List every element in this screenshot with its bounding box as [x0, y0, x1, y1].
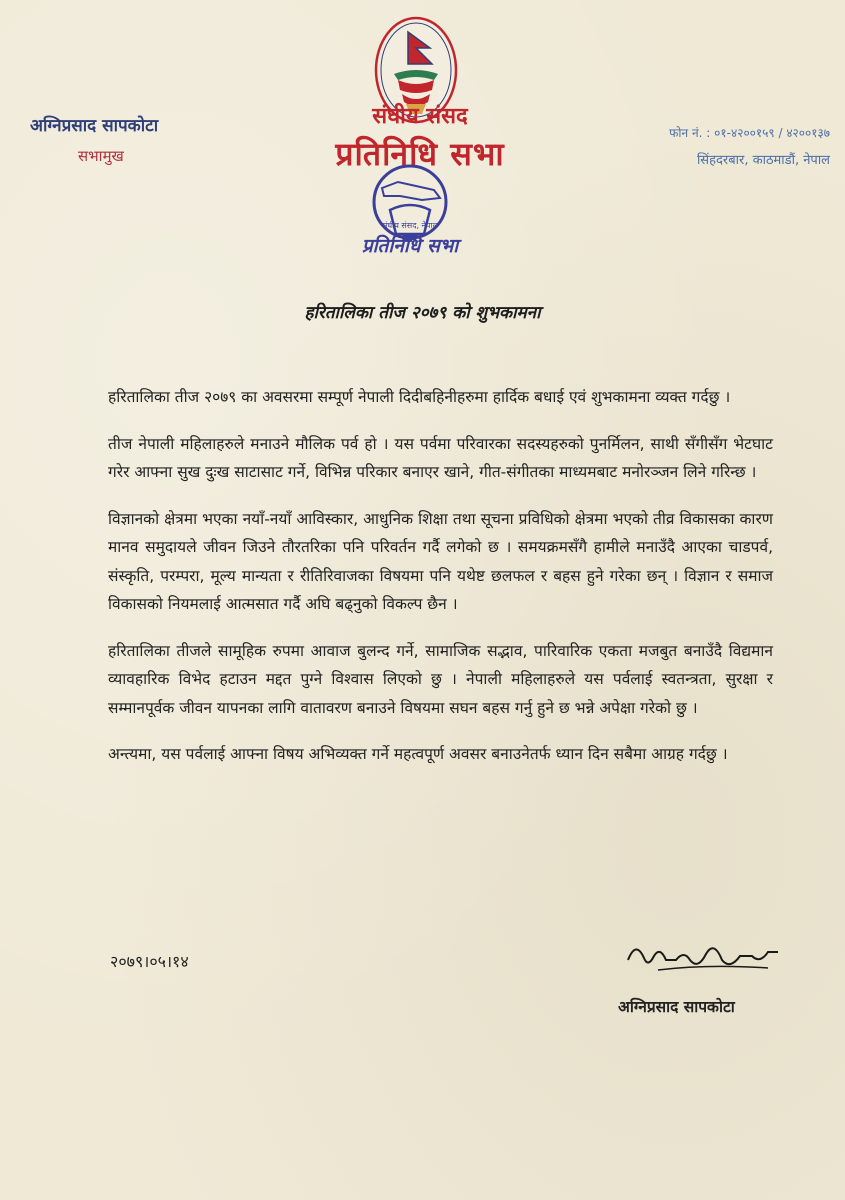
speaker-block	[30, 113, 230, 166]
paragraph: तीज नेपाली महिलाहरुले मनाउने मौलिक पर्व हो । यस पर्वमा परिवारका सदस्यहरुको पुनर्मिलन, साथी सँगीसँग भेटघाट गरेर आफ्ना सुख दुःख साटासाट गर्ने, विभिन्न परिकार बनाएर खाने, गीत-संगीतका माध्यमबाट मनोरञ्जन लिने गरिन्छ ।	[108, 434, 773, 481]
org-line1: संघीय संसद	[372, 104, 468, 129]
address: सिंहदरबार, काठमाडौं, नेपाल	[696, 153, 830, 168]
letter-body	[108, 383, 773, 787]
official-stamp	[340, 160, 480, 278]
phone-number: फोन नं. : ०१-४२००१५९ / ४२००१३७	[669, 126, 830, 140]
signatory-name: अग्निप्रसाद सापकोटा	[618, 998, 735, 1016]
paragraph: विज्ञानको क्षेत्रमा भएका नयाँ-नयाँ आविस्कार, आधुनिक शिक्षा तथा सूचना प्रविधिको क्षेत्रमा भएको तीव्र विकासका कारण मानव समुदायले जीवन जिउने तौरतरिका पनि परिवर्तन गर्दै लगेको छ । समयक्रमसँगै हामीले मनाउँदै आएका चाडपर्व, संस्कृति, परम्परा, मूल्य मान्यता र रीतिरिवाजका विषयमा पनि यथेष्ट छलफल र बहस हुने गरेका छन् । विज्ञान र समाज विकासको नियमलाई आत्मसात गर्दै अघि बढ्नुको विकल्प छैन ।	[108, 509, 773, 613]
speaker-name: अग्निप्रसाद सापकोटा	[30, 116, 159, 136]
signature-icon	[618, 930, 788, 980]
org-line2: प्रतिनिधि सभा	[335, 135, 505, 173]
speaker-title: सभामुख	[78, 147, 124, 165]
paragraph: हरितालिका तीजले सामूहिक रुपमा आवाज बुलन्द गर्ने, सामाजिक सद्भाव, पारिवारिक एकता मजबुत बनाउँदै विद्यमान व्यावहारिक विभेद हटाउन मद्दत पुग्ने विश्वास लिएको छु । नेपाली महिलाहरुले यस पर्वलाई स्वतन्त्रता, सुरक्षा र सम्मानपूर्वक जीवन यापनका लागि वातावरण बनाउने विषयमा सघन बहस गर्नु हुने छ भन्ने अपेक्षा गरेको छु ।	[108, 641, 773, 717]
letter-title: हरितालिका तीज २०७९ को शुभकामना	[304, 303, 541, 323]
paragraph: अन्त्यमा, यस पर्वलाई आफ्ना विषय अभिव्यक्त गर्ने महत्वपूर्ण अवसर बनाउनेतर्फ ध्यान दिन सबैमा आग्रह गर्दछु ।	[108, 745, 728, 763]
letter-date: २०७९।०५।१४	[110, 952, 189, 971]
contact-block	[560, 124, 830, 168]
stamp-small-text: संघीय संसद, नेपाल	[381, 221, 439, 230]
stamp-text: प्रतिनिधि सभा	[361, 235, 459, 257]
paragraph: हरितालिका तीज २०७९ का अवसरमा सम्पूर्ण नेपाली दिदीबहिनीहरुमा हार्दिक बधाई एवं शुभकामना व्यक्त गर्दछु ।	[108, 388, 731, 406]
